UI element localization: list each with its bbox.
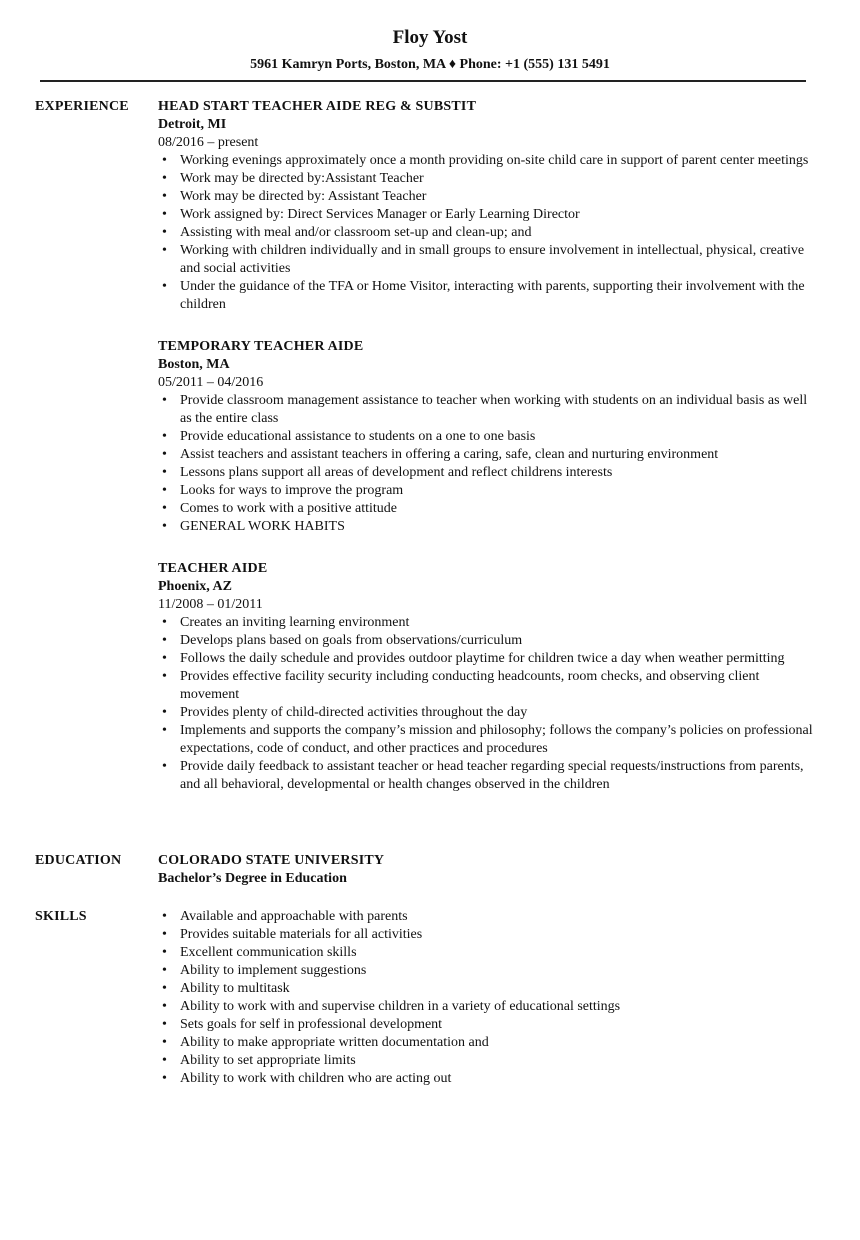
section-heading-experience: EXPERIENCE xyxy=(35,99,129,114)
education-section xyxy=(35,852,820,888)
job-dates: 11/2008 – 01/2011 xyxy=(158,597,263,612)
bullet-item: • Creates an inviting learning environment xyxy=(180,614,820,632)
header-divider xyxy=(40,80,806,82)
section-heading-education: EDUCATION xyxy=(35,853,122,868)
bullet-item: • Provide classroom management assistance to teacher when working with students on an individual basis as well as the entire class xyxy=(180,392,820,428)
skill-item: • Ability to work with children who are acting out xyxy=(180,1070,820,1088)
section-heading-skills: SKILLS xyxy=(35,909,87,924)
degree: Bachelor’s Degree in Education xyxy=(158,871,347,886)
bullet-item: • Assisting with meal and/or classroom set-up and clean-up; and xyxy=(180,224,820,242)
bullet-item: • Provide daily feedback to assistant teacher or head teacher regarding special requests/instructions from parents, and all behavioral, developmental or health changes observed in the children xyxy=(180,758,820,794)
bullet-item: • Looks for ways to improve the program xyxy=(180,482,820,500)
job-entry xyxy=(158,560,820,794)
skill-item: • Ability to implement suggestions xyxy=(180,962,820,980)
job-bullets xyxy=(158,392,820,536)
bullet-item: • Work assigned by: Direct Services Manager or Early Learning Director xyxy=(180,206,820,224)
job-location: Phoenix, AZ xyxy=(158,579,232,594)
job-title: TEACHER AIDE xyxy=(158,561,268,576)
bullet-item: • Develops plans based on goals from observations/curriculum xyxy=(180,632,820,650)
skills-list xyxy=(158,908,820,1088)
bullet-item: • Work may be directed by: Assistant Teacher xyxy=(180,188,820,206)
job-entry xyxy=(158,98,820,314)
experience-list xyxy=(158,98,820,794)
skill-item: • Provides suitable materials for all activities xyxy=(180,926,820,944)
job-title: TEMPORARY TEACHER AIDE xyxy=(158,339,364,354)
bullet-item: • Follows the daily schedule and provides outdoor playtime for children twice a day when weather permitting xyxy=(180,650,820,668)
education-body xyxy=(158,852,820,888)
bullet-item: • Lessons plans support all areas of development and reflect childrens interests xyxy=(180,464,820,482)
bullet-item: • Comes to work with a positive attitude xyxy=(180,500,820,518)
bullet-item: • Provides plenty of child-directed activities throughout the day xyxy=(180,704,820,722)
job-location: Boston, MA xyxy=(158,357,230,372)
job-location: Detroit, MI xyxy=(158,117,227,132)
skill-item: • Sets goals for self in professional development xyxy=(180,1016,820,1034)
skills-body xyxy=(158,908,820,1088)
resume-header xyxy=(0,0,860,74)
job-dates: 08/2016 – present xyxy=(158,135,259,150)
skill-item: • Ability to multitask xyxy=(180,980,820,998)
skill-item: • Excellent communication skills xyxy=(180,944,820,962)
job-bullets xyxy=(158,614,820,794)
job-title: HEAD START TEACHER AIDE REG & SUBSTIT xyxy=(158,99,477,114)
skill-item: • Available and approachable with parents xyxy=(180,908,820,926)
bullet-item: • Assist teachers and assistant teachers in offering a caring, safe, clean and nurturing environment xyxy=(180,446,820,464)
candidate-name: Floy Yost xyxy=(392,27,468,48)
job-dates: 05/2011 – 04/2016 xyxy=(158,375,264,390)
skill-item: • Ability to work with and supervise children in a variety of educational settings xyxy=(180,998,820,1016)
skill-item: • Ability to make appropriate written documentation and xyxy=(180,1034,820,1052)
skill-item: • Ability to set appropriate limits xyxy=(180,1052,820,1070)
skills-section xyxy=(35,908,820,1088)
bullet-item: • GENERAL WORK HABITS xyxy=(180,518,820,536)
experience-section xyxy=(35,98,820,794)
school-name: COLORADO STATE UNIVERSITY xyxy=(158,853,385,868)
bullet-item: • Provides effective facility security including conducting headcounts, room checks, and observing client movement xyxy=(180,668,820,704)
bullet-item: • Implements and supports the company’s mission and philosophy; follows the company’s policies on professional expectations, code of conduct, and other practices and procedures xyxy=(180,722,820,758)
bullet-item: • Work may be directed by:Assistant Teacher xyxy=(180,170,820,188)
job-bullets xyxy=(158,152,820,314)
contact-line: 5961 Kamryn Ports, Boston, MA ♦ Phone: +1 (555) 131 5491 xyxy=(250,57,610,72)
bullet-item: • Provide educational assistance to students on a one to one basis xyxy=(180,428,820,446)
job-entry xyxy=(158,338,820,536)
bullet-item: • Working with children individually and in small groups to ensure involvement in intellectual, physical, creative and social activities xyxy=(180,242,820,278)
bullet-item: • Working evenings approximately once a month providing on-site child care in support of parent center meetings xyxy=(180,152,820,170)
bullet-item: • Under the guidance of the TFA or Home Visitor, interacting with parents, supporting their involvement with the children xyxy=(180,278,820,314)
